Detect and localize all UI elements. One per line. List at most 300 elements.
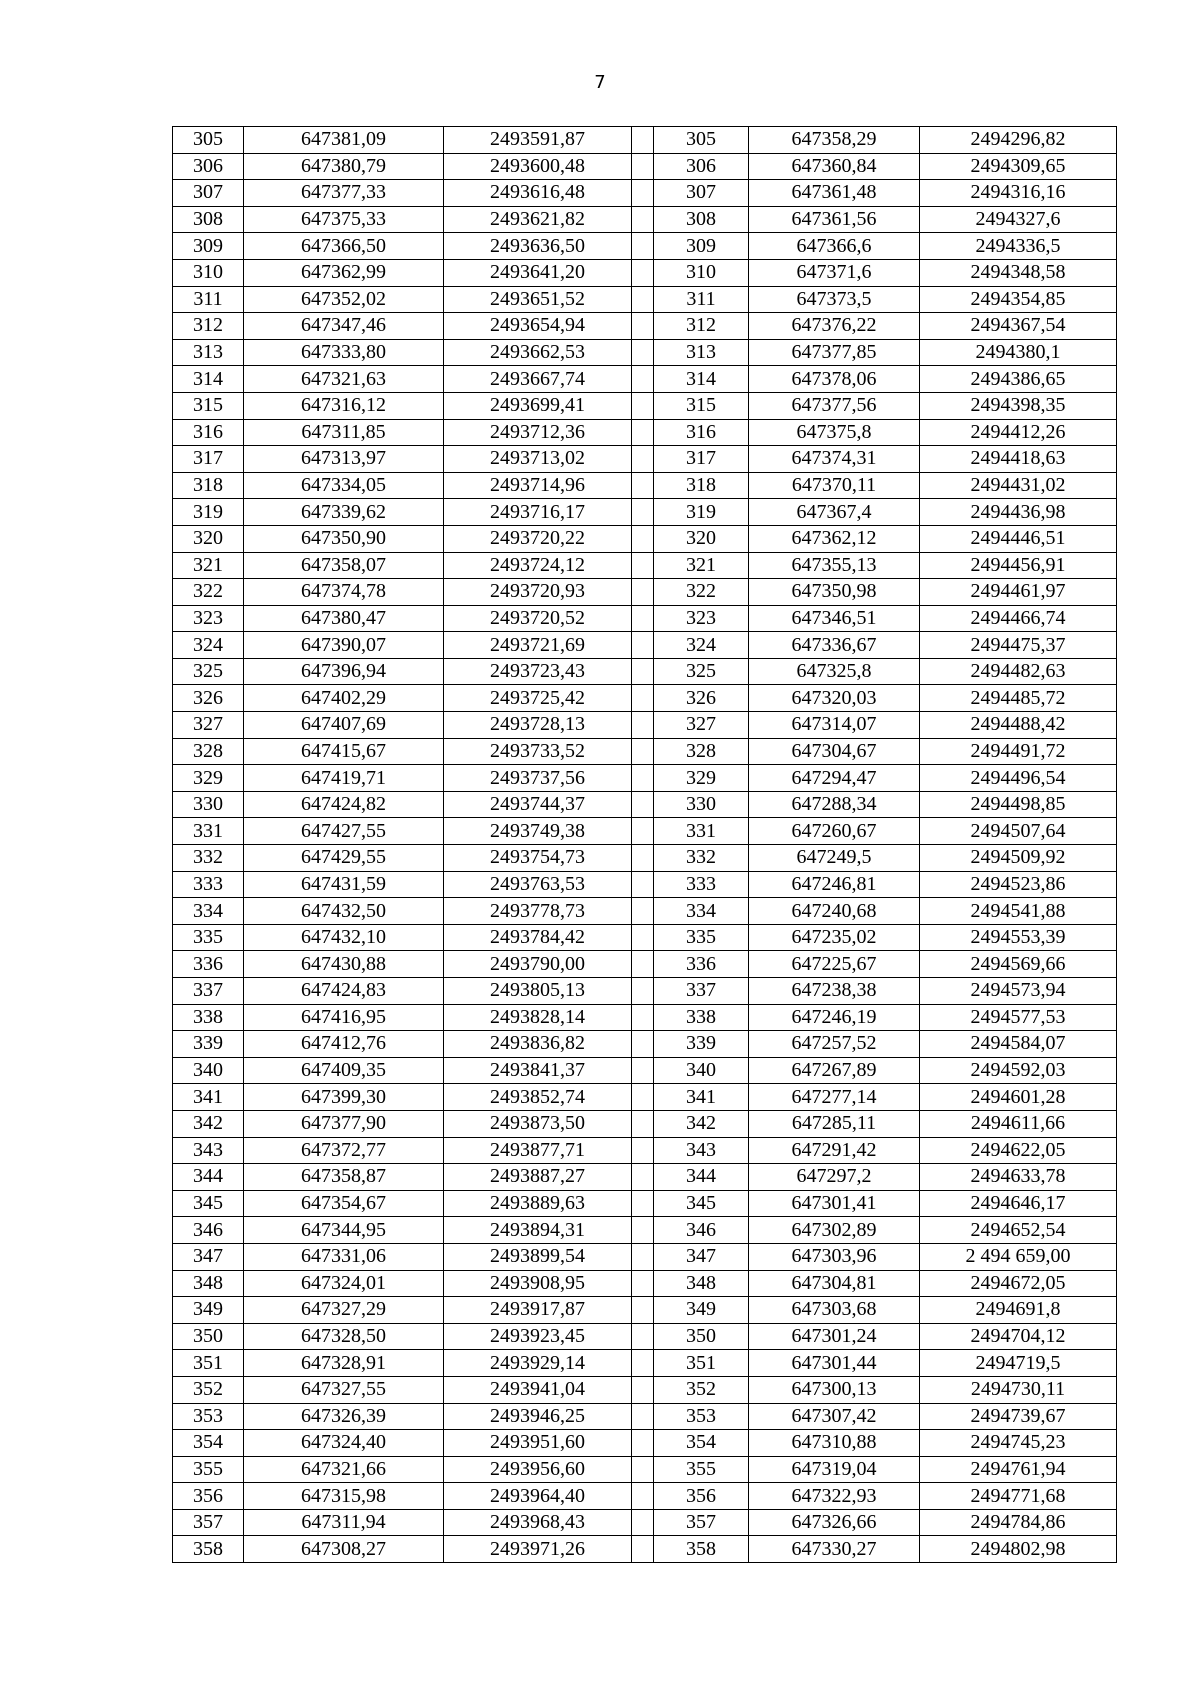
right-x-coordinate: 647346,51 <box>749 605 920 632</box>
table-row <box>173 1297 1117 1324</box>
right-x-coordinate: 647303,68 <box>749 1297 920 1324</box>
right-point-number: 327 <box>654 712 749 739</box>
right-x-coordinate: 647301,44 <box>749 1350 920 1377</box>
left-point-number: 334 <box>173 898 244 925</box>
separator-cell <box>632 153 654 180</box>
left-y-coordinate: 2493616,48 <box>444 180 632 207</box>
separator-cell <box>632 1110 654 1137</box>
right-y-coordinate: 2494498,85 <box>920 791 1117 818</box>
left-y-coordinate: 2493662,53 <box>444 339 632 366</box>
table-row <box>173 180 1117 207</box>
left-x-coordinate: 647358,87 <box>244 1164 444 1191</box>
table-row <box>173 286 1117 313</box>
table-row <box>173 552 1117 579</box>
table-row <box>173 339 1117 366</box>
separator-cell <box>632 392 654 419</box>
page-number: 7 <box>594 72 606 93</box>
separator-cell <box>632 1057 654 1084</box>
left-x-coordinate: 647344,95 <box>244 1217 444 1244</box>
right-point-number: 315 <box>654 392 749 419</box>
separator-cell <box>632 765 654 792</box>
left-y-coordinate: 2493763,53 <box>444 871 632 898</box>
separator-cell <box>632 552 654 579</box>
right-point-number: 305 <box>654 127 749 154</box>
right-point-number: 358 <box>654 1536 749 1563</box>
separator-cell <box>632 1270 654 1297</box>
left-y-coordinate: 2493720,22 <box>444 525 632 552</box>
left-x-coordinate: 647339,62 <box>244 499 444 526</box>
table-row <box>173 765 1117 792</box>
right-point-number: 329 <box>654 765 749 792</box>
table-row <box>173 738 1117 765</box>
left-x-coordinate: 647374,78 <box>244 579 444 606</box>
separator-cell <box>632 924 654 951</box>
right-y-coordinate: 2494523,86 <box>920 871 1117 898</box>
right-point-number: 334 <box>654 898 749 925</box>
right-point-number: 314 <box>654 366 749 393</box>
left-point-number: 355 <box>173 1456 244 1483</box>
left-y-coordinate: 2493621,82 <box>444 206 632 233</box>
table-row <box>173 392 1117 419</box>
right-point-number: 318 <box>654 472 749 499</box>
right-x-coordinate: 647249,5 <box>749 845 920 872</box>
right-point-number: 306 <box>654 153 749 180</box>
left-y-coordinate: 2493790,00 <box>444 951 632 978</box>
right-x-coordinate: 647314,07 <box>749 712 920 739</box>
right-point-number: 331 <box>654 818 749 845</box>
left-x-coordinate: 647432,10 <box>244 924 444 951</box>
table-row <box>173 712 1117 739</box>
separator-cell <box>632 233 654 260</box>
right-point-number: 312 <box>654 313 749 340</box>
left-y-coordinate: 2493946,25 <box>444 1403 632 1430</box>
right-y-coordinate: 2494485,72 <box>920 685 1117 712</box>
separator-cell <box>632 579 654 606</box>
table-row <box>173 1110 1117 1137</box>
right-x-coordinate: 647367,4 <box>749 499 920 526</box>
left-x-coordinate: 647415,67 <box>244 738 444 765</box>
separator-cell <box>632 313 654 340</box>
right-y-coordinate: 2494771,68 <box>920 1483 1117 1510</box>
right-point-number: 344 <box>654 1164 749 1191</box>
left-point-number: 324 <box>173 632 244 659</box>
separator-cell <box>632 1137 654 1164</box>
left-point-number: 347 <box>173 1243 244 1270</box>
separator-cell <box>632 339 654 366</box>
right-point-number: 319 <box>654 499 749 526</box>
separator-cell <box>632 605 654 632</box>
right-point-number: 343 <box>654 1137 749 1164</box>
left-y-coordinate: 2493968,43 <box>444 1509 632 1536</box>
separator-cell <box>632 1483 654 1510</box>
right-y-coordinate: 2494704,12 <box>920 1323 1117 1350</box>
left-x-coordinate: 647407,69 <box>244 712 444 739</box>
left-x-coordinate: 647429,55 <box>244 845 444 872</box>
right-point-number: 333 <box>654 871 749 898</box>
table-row <box>173 1509 1117 1536</box>
left-y-coordinate: 2493929,14 <box>444 1350 632 1377</box>
left-x-coordinate: 647390,07 <box>244 632 444 659</box>
left-y-coordinate: 2493720,93 <box>444 579 632 606</box>
left-point-number: 327 <box>173 712 244 739</box>
right-y-coordinate: 2494456,91 <box>920 552 1117 579</box>
separator-cell <box>632 127 654 154</box>
right-x-coordinate: 647310,88 <box>749 1430 920 1457</box>
left-x-coordinate: 647350,90 <box>244 525 444 552</box>
table-row <box>173 233 1117 260</box>
table-row <box>173 898 1117 925</box>
left-point-number: 337 <box>173 978 244 1005</box>
right-y-coordinate: 2494482,63 <box>920 658 1117 685</box>
left-y-coordinate: 2493636,50 <box>444 233 632 260</box>
right-y-coordinate: 2494461,97 <box>920 579 1117 606</box>
right-point-number: 330 <box>654 791 749 818</box>
right-y-coordinate: 2494646,17 <box>920 1190 1117 1217</box>
right-x-coordinate: 647300,13 <box>749 1376 920 1403</box>
right-x-coordinate: 647350,98 <box>749 579 920 606</box>
left-point-number: 312 <box>173 313 244 340</box>
table-row <box>173 1350 1117 1377</box>
right-y-coordinate: 2494573,94 <box>920 978 1117 1005</box>
right-point-number: 313 <box>654 339 749 366</box>
table-row <box>173 1483 1117 1510</box>
left-y-coordinate: 2493744,37 <box>444 791 632 818</box>
table-row <box>173 685 1117 712</box>
right-point-number: 357 <box>654 1509 749 1536</box>
separator-cell <box>632 1430 654 1457</box>
right-x-coordinate: 647302,89 <box>749 1217 920 1244</box>
right-y-coordinate: 2494584,07 <box>920 1031 1117 1058</box>
right-x-coordinate: 647288,34 <box>749 791 920 818</box>
right-x-coordinate: 647377,85 <box>749 339 920 366</box>
left-y-coordinate: 2493852,74 <box>444 1084 632 1111</box>
left-x-coordinate: 647333,80 <box>244 339 444 366</box>
right-y-coordinate: 2494652,54 <box>920 1217 1117 1244</box>
left-x-coordinate: 647362,99 <box>244 259 444 286</box>
right-point-number: 349 <box>654 1297 749 1324</box>
table-row <box>173 127 1117 154</box>
table-row <box>173 818 1117 845</box>
table-row <box>173 206 1117 233</box>
left-x-coordinate: 647424,83 <box>244 978 444 1005</box>
right-x-coordinate: 647376,22 <box>749 313 920 340</box>
separator-cell <box>632 1536 654 1563</box>
right-point-number: 336 <box>654 951 749 978</box>
right-point-number: 326 <box>654 685 749 712</box>
left-y-coordinate: 2493805,13 <box>444 978 632 1005</box>
left-y-coordinate: 2493754,73 <box>444 845 632 872</box>
left-point-number: 344 <box>173 1164 244 1191</box>
right-point-number: 354 <box>654 1430 749 1457</box>
table-row <box>173 525 1117 552</box>
right-point-number: 307 <box>654 180 749 207</box>
left-x-coordinate: 647313,97 <box>244 446 444 473</box>
right-x-coordinate: 647301,24 <box>749 1323 920 1350</box>
right-x-coordinate: 647360,84 <box>749 153 920 180</box>
table-row <box>173 579 1117 606</box>
right-y-coordinate: 2 494 659,00 <box>920 1243 1117 1270</box>
left-y-coordinate: 2493667,74 <box>444 366 632 393</box>
table-row <box>173 1137 1117 1164</box>
right-x-coordinate: 647375,8 <box>749 419 920 446</box>
left-point-number: 335 <box>173 924 244 951</box>
separator-cell <box>632 499 654 526</box>
right-y-coordinate: 2494316,16 <box>920 180 1117 207</box>
left-point-number: 310 <box>173 259 244 286</box>
left-point-number: 314 <box>173 366 244 393</box>
table-row <box>173 1430 1117 1457</box>
right-y-coordinate: 2494466,74 <box>920 605 1117 632</box>
left-x-coordinate: 647334,05 <box>244 472 444 499</box>
right-point-number: 323 <box>654 605 749 632</box>
left-y-coordinate: 2493723,43 <box>444 658 632 685</box>
left-x-coordinate: 647347,46 <box>244 313 444 340</box>
separator-cell <box>632 1217 654 1244</box>
left-point-number: 353 <box>173 1403 244 1430</box>
separator-cell <box>632 419 654 446</box>
right-x-coordinate: 647260,67 <box>749 818 920 845</box>
right-y-coordinate: 2494386,65 <box>920 366 1117 393</box>
coordinates-table-body <box>173 127 1117 1563</box>
left-x-coordinate: 647308,27 <box>244 1536 444 1563</box>
right-point-number: 311 <box>654 286 749 313</box>
left-y-coordinate: 2493887,27 <box>444 1164 632 1191</box>
separator-cell <box>632 206 654 233</box>
separator-cell <box>632 1323 654 1350</box>
left-y-coordinate: 2493600,48 <box>444 153 632 180</box>
right-y-coordinate: 2494569,66 <box>920 951 1117 978</box>
table-row <box>173 472 1117 499</box>
left-point-number: 348 <box>173 1270 244 1297</box>
left-point-number: 307 <box>173 180 244 207</box>
right-point-number: 316 <box>654 419 749 446</box>
left-x-coordinate: 647396,94 <box>244 658 444 685</box>
right-point-number: 325 <box>654 658 749 685</box>
table-row <box>173 951 1117 978</box>
separator-cell <box>632 1376 654 1403</box>
left-y-coordinate: 2493714,96 <box>444 472 632 499</box>
table-row <box>173 499 1117 526</box>
left-point-number: 358 <box>173 1536 244 1563</box>
right-point-number: 350 <box>654 1323 749 1350</box>
right-point-number: 317 <box>654 446 749 473</box>
right-x-coordinate: 647325,8 <box>749 658 920 685</box>
left-point-number: 345 <box>173 1190 244 1217</box>
right-y-coordinate: 2494802,98 <box>920 1536 1117 1563</box>
left-y-coordinate: 2493733,52 <box>444 738 632 765</box>
left-point-number: 317 <box>173 446 244 473</box>
left-y-coordinate: 2493971,26 <box>444 1536 632 1563</box>
left-x-coordinate: 647409,35 <box>244 1057 444 1084</box>
left-y-coordinate: 2493713,02 <box>444 446 632 473</box>
separator-cell <box>632 180 654 207</box>
right-x-coordinate: 647361,48 <box>749 180 920 207</box>
left-x-coordinate: 647324,01 <box>244 1270 444 1297</box>
right-x-coordinate: 647370,11 <box>749 472 920 499</box>
separator-cell <box>632 446 654 473</box>
left-point-number: 318 <box>173 472 244 499</box>
left-x-coordinate: 647380,79 <box>244 153 444 180</box>
separator-cell <box>632 978 654 1005</box>
table-row <box>173 791 1117 818</box>
right-point-number: 341 <box>654 1084 749 1111</box>
left-x-coordinate: 647402,29 <box>244 685 444 712</box>
left-point-number: 323 <box>173 605 244 632</box>
left-x-coordinate: 647424,82 <box>244 791 444 818</box>
table-row <box>173 1456 1117 1483</box>
right-y-coordinate: 2494336,5 <box>920 233 1117 260</box>
separator-cell <box>632 1456 654 1483</box>
right-y-coordinate: 2494367,54 <box>920 313 1117 340</box>
left-y-coordinate: 2493951,60 <box>444 1430 632 1457</box>
right-y-coordinate: 2494475,37 <box>920 632 1117 659</box>
right-y-coordinate: 2494309,65 <box>920 153 1117 180</box>
left-x-coordinate: 647316,12 <box>244 392 444 419</box>
left-point-number: 320 <box>173 525 244 552</box>
right-x-coordinate: 647330,27 <box>749 1536 920 1563</box>
right-y-coordinate: 2494672,05 <box>920 1270 1117 1297</box>
right-point-number: 348 <box>654 1270 749 1297</box>
table-row <box>173 632 1117 659</box>
left-y-coordinate: 2493923,45 <box>444 1323 632 1350</box>
left-point-number: 346 <box>173 1217 244 1244</box>
right-y-coordinate: 2494691,8 <box>920 1297 1117 1324</box>
right-point-number: 321 <box>654 552 749 579</box>
right-x-coordinate: 647240,68 <box>749 898 920 925</box>
left-x-coordinate: 647381,09 <box>244 127 444 154</box>
separator-cell <box>632 286 654 313</box>
left-x-coordinate: 647321,66 <box>244 1456 444 1483</box>
left-x-coordinate: 647432,50 <box>244 898 444 925</box>
left-point-number: 342 <box>173 1110 244 1137</box>
right-point-number: 351 <box>654 1350 749 1377</box>
left-point-number: 343 <box>173 1137 244 1164</box>
left-y-coordinate: 2493749,38 <box>444 818 632 845</box>
separator-cell <box>632 1190 654 1217</box>
left-point-number: 322 <box>173 579 244 606</box>
right-x-coordinate: 647291,42 <box>749 1137 920 1164</box>
right-y-coordinate: 2494488,42 <box>920 712 1117 739</box>
right-x-coordinate: 647320,03 <box>749 685 920 712</box>
right-x-coordinate: 647238,38 <box>749 978 920 1005</box>
right-point-number: 340 <box>654 1057 749 1084</box>
right-x-coordinate: 647371,6 <box>749 259 920 286</box>
right-y-coordinate: 2494553,39 <box>920 924 1117 951</box>
separator-cell <box>632 259 654 286</box>
left-x-coordinate: 647324,40 <box>244 1430 444 1457</box>
left-y-coordinate: 2493716,17 <box>444 499 632 526</box>
left-y-coordinate: 2493841,37 <box>444 1057 632 1084</box>
left-y-coordinate: 2493941,04 <box>444 1376 632 1403</box>
separator-cell <box>632 818 654 845</box>
left-point-number: 308 <box>173 206 244 233</box>
right-x-coordinate: 647378,06 <box>749 366 920 393</box>
left-point-number: 354 <box>173 1430 244 1457</box>
right-x-coordinate: 647304,67 <box>749 738 920 765</box>
right-y-coordinate: 2494354,85 <box>920 286 1117 313</box>
left-point-number: 336 <box>173 951 244 978</box>
left-point-number: 341 <box>173 1084 244 1111</box>
left-y-coordinate: 2493889,63 <box>444 1190 632 1217</box>
left-y-coordinate: 2493917,87 <box>444 1297 632 1324</box>
separator-cell <box>632 871 654 898</box>
left-point-number: 331 <box>173 818 244 845</box>
left-x-coordinate: 647326,39 <box>244 1403 444 1430</box>
right-point-number: 339 <box>654 1031 749 1058</box>
right-point-number: 322 <box>654 579 749 606</box>
right-x-coordinate: 647294,47 <box>749 765 920 792</box>
right-y-coordinate: 2494592,03 <box>920 1057 1117 1084</box>
right-point-number: 324 <box>654 632 749 659</box>
left-x-coordinate: 647375,33 <box>244 206 444 233</box>
left-point-number: 306 <box>173 153 244 180</box>
right-point-number: 320 <box>654 525 749 552</box>
table-row <box>173 978 1117 1005</box>
right-x-coordinate: 647246,81 <box>749 871 920 898</box>
right-x-coordinate: 647361,56 <box>749 206 920 233</box>
right-y-coordinate: 2494380,1 <box>920 339 1117 366</box>
right-point-number: 346 <box>654 1217 749 1244</box>
left-point-number: 313 <box>173 339 244 366</box>
right-y-coordinate: 2494509,92 <box>920 845 1117 872</box>
left-y-coordinate: 2493899,54 <box>444 1243 632 1270</box>
right-point-number: 308 <box>654 206 749 233</box>
right-point-number: 347 <box>654 1243 749 1270</box>
right-y-coordinate: 2494601,28 <box>920 1084 1117 1111</box>
left-x-coordinate: 647358,07 <box>244 552 444 579</box>
right-y-coordinate: 2494730,11 <box>920 1376 1117 1403</box>
right-y-coordinate: 2494761,94 <box>920 1456 1117 1483</box>
right-point-number: 309 <box>654 233 749 260</box>
left-y-coordinate: 2493720,52 <box>444 605 632 632</box>
separator-cell <box>632 951 654 978</box>
left-point-number: 339 <box>173 1031 244 1058</box>
right-y-coordinate: 2494491,72 <box>920 738 1117 765</box>
left-y-coordinate: 2493699,41 <box>444 392 632 419</box>
right-y-coordinate: 2494507,64 <box>920 818 1117 845</box>
table-row <box>173 658 1117 685</box>
right-x-coordinate: 647297,2 <box>749 1164 920 1191</box>
left-y-coordinate: 2493778,73 <box>444 898 632 925</box>
right-y-coordinate: 2494327,6 <box>920 206 1117 233</box>
left-y-coordinate: 2493641,20 <box>444 259 632 286</box>
left-y-coordinate: 2493877,71 <box>444 1137 632 1164</box>
left-x-coordinate: 647372,77 <box>244 1137 444 1164</box>
separator-cell <box>632 738 654 765</box>
right-y-coordinate: 2494496,54 <box>920 765 1117 792</box>
table-row <box>173 845 1117 872</box>
right-point-number: 355 <box>654 1456 749 1483</box>
left-y-coordinate: 2493651,52 <box>444 286 632 313</box>
left-y-coordinate: 2493721,69 <box>444 632 632 659</box>
left-y-coordinate: 2493784,42 <box>444 924 632 951</box>
table-row <box>173 1376 1117 1403</box>
left-point-number: 311 <box>173 286 244 313</box>
separator-cell <box>632 712 654 739</box>
left-point-number: 333 <box>173 871 244 898</box>
left-x-coordinate: 647321,63 <box>244 366 444 393</box>
separator-cell <box>632 1004 654 1031</box>
table-row <box>173 446 1117 473</box>
right-y-coordinate: 2494431,02 <box>920 472 1117 499</box>
table-row <box>173 1243 1117 1270</box>
left-x-coordinate: 647427,55 <box>244 818 444 845</box>
right-point-number: 328 <box>654 738 749 765</box>
left-point-number: 349 <box>173 1297 244 1324</box>
left-point-number: 338 <box>173 1004 244 1031</box>
right-x-coordinate: 647319,04 <box>749 1456 920 1483</box>
separator-cell <box>632 1509 654 1536</box>
